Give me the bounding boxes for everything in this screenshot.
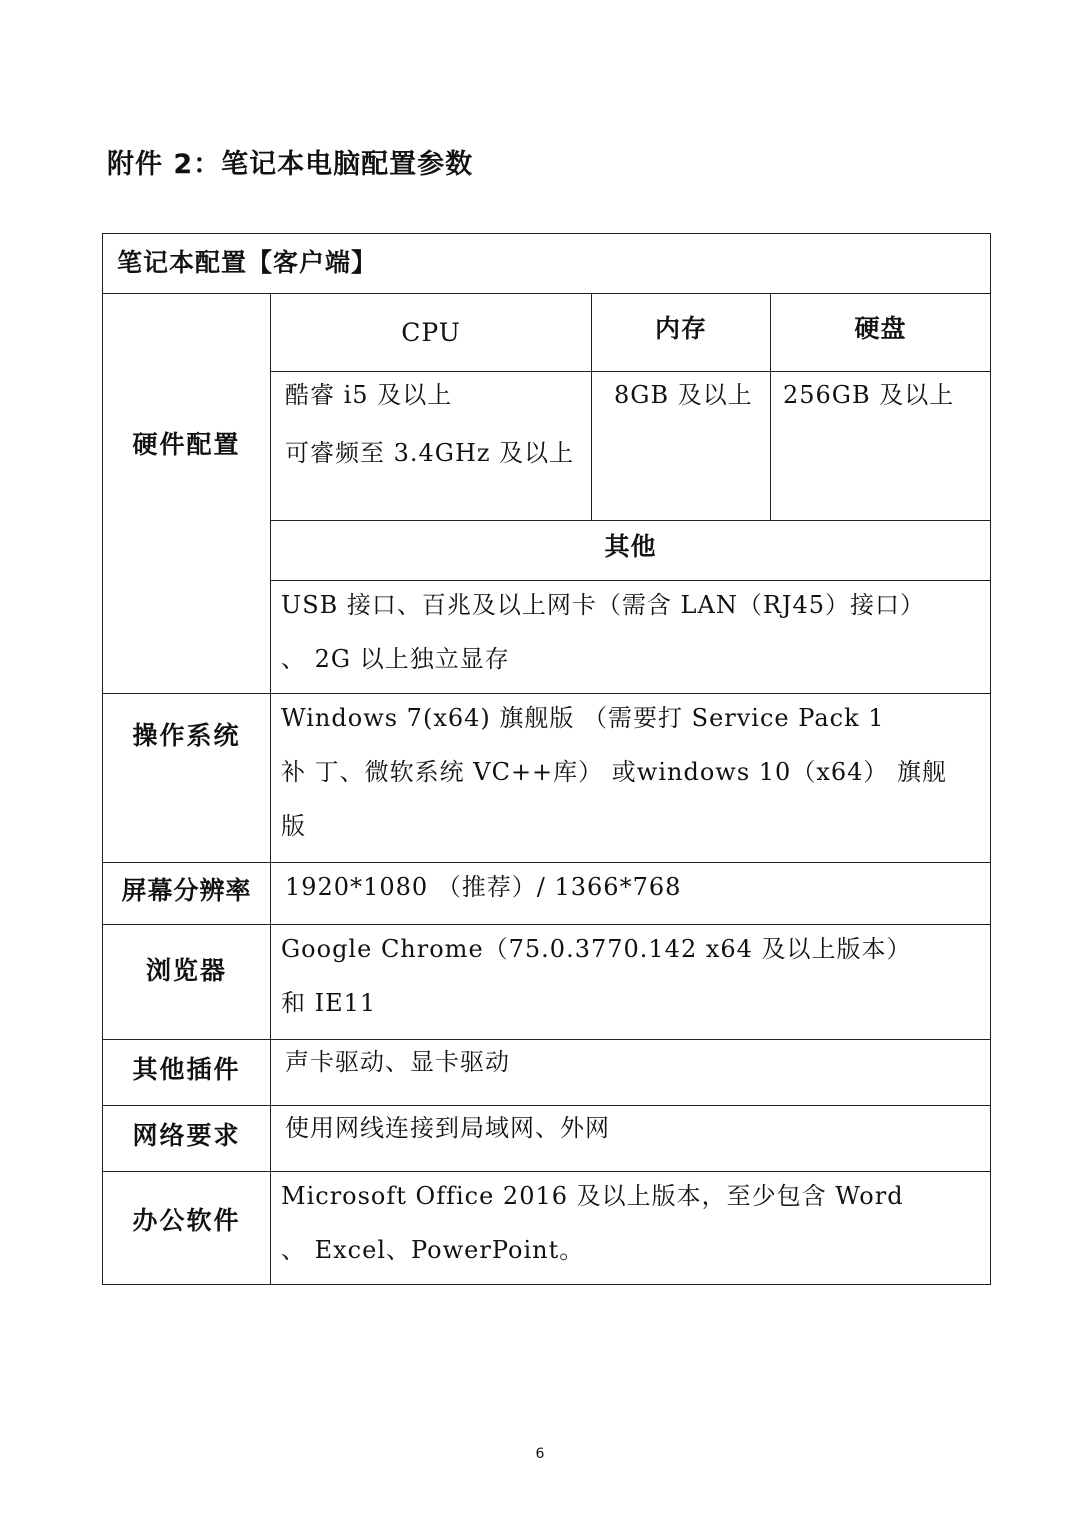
os-label-cell bbox=[102, 693, 271, 863]
browser-value-cell bbox=[270, 924, 991, 1040]
browser-value-line2: 和 IE11 bbox=[281, 989, 377, 1017]
os-value-line1: Windows 7(x64) 旗舰版 （需要打 Service Pack 1 bbox=[281, 704, 885, 732]
table-header-cell bbox=[102, 233, 991, 294]
network-label-cell bbox=[102, 1105, 271, 1172]
disk-value-cell bbox=[770, 371, 991, 521]
other-value-line1: USB 接口、百兆及以上网卡（需含 LAN（RJ45）接口） bbox=[281, 591, 926, 619]
office-value-line2: 、 Excel、PowerPoint。 bbox=[281, 1236, 585, 1264]
memory-value: 8GB 及以上 bbox=[614, 381, 753, 409]
resolution-label-cell bbox=[102, 862, 271, 925]
browser-label-cell bbox=[102, 924, 271, 1040]
other-header: 其他 bbox=[604, 532, 657, 561]
os-value-line3: 版 bbox=[281, 812, 306, 840]
resolution-value: 1920*1080 （推荐）/ 1366*768 bbox=[285, 873, 682, 901]
plugins-value: 声卡驱动、显卡驱动 bbox=[285, 1048, 510, 1076]
network-value-cell bbox=[270, 1105, 991, 1172]
disk-value: 256GB 及以上 bbox=[783, 381, 955, 409]
hardware-label: 硬件配置 bbox=[132, 430, 241, 459]
office-label: 办公软件 bbox=[132, 1206, 241, 1235]
other-value-cell bbox=[270, 580, 991, 694]
cpu-value-line2: 可睿频至 3.4GHz 及以上 bbox=[285, 439, 575, 467]
office-value-cell bbox=[270, 1171, 991, 1285]
resolution-value-cell bbox=[270, 862, 991, 925]
page-number: 6 bbox=[535, 1446, 545, 1462]
office-label-cell bbox=[102, 1171, 271, 1285]
os-value-cell bbox=[270, 693, 991, 863]
config-table bbox=[102, 233, 991, 1285]
cpu-value-cell bbox=[270, 371, 592, 521]
memory-header-cell bbox=[591, 293, 771, 372]
browser-label: 浏览器 bbox=[145, 956, 227, 985]
os-label: 操作系统 bbox=[132, 721, 241, 750]
office-value-line1: Microsoft Office 2016 及以上版本，至少包含 Word bbox=[281, 1182, 904, 1210]
plugins-value-cell bbox=[270, 1039, 991, 1106]
memory-value-cell bbox=[591, 371, 771, 521]
plugins-label: 其他插件 bbox=[132, 1055, 241, 1084]
cpu-header-cell bbox=[270, 293, 592, 372]
network-label: 网络要求 bbox=[132, 1121, 241, 1150]
memory-header: 内存 bbox=[654, 314, 707, 343]
os-value-line2: 补 丁、微软系统 VC++库） 或windows 10（x64） 旗舰 bbox=[281, 758, 948, 786]
cpu-header: CPU bbox=[401, 318, 461, 347]
resolution-label: 屏幕分辨率 bbox=[121, 876, 252, 905]
cpu-value-line1: 酷睿 i5 及以上 bbox=[285, 381, 453, 409]
hardware-label-cell bbox=[102, 293, 271, 694]
table-header: 笔记本配置【客户端】 bbox=[117, 248, 378, 277]
plugins-label-cell bbox=[102, 1039, 271, 1106]
document-title: 附件 2：笔记本电脑配置参数 bbox=[107, 149, 474, 180]
browser-value-line1: Google Chrome（75.0.3770.142 x64 及以上版本） bbox=[281, 935, 912, 963]
network-value: 使用网线连接到局域网、外网 bbox=[285, 1114, 610, 1142]
other-header-cell bbox=[270, 520, 991, 581]
other-value-line2: 、 2G 以上独立显存 bbox=[281, 645, 510, 673]
disk-header-cell bbox=[770, 293, 991, 372]
disk-header: 硬盘 bbox=[854, 314, 907, 343]
